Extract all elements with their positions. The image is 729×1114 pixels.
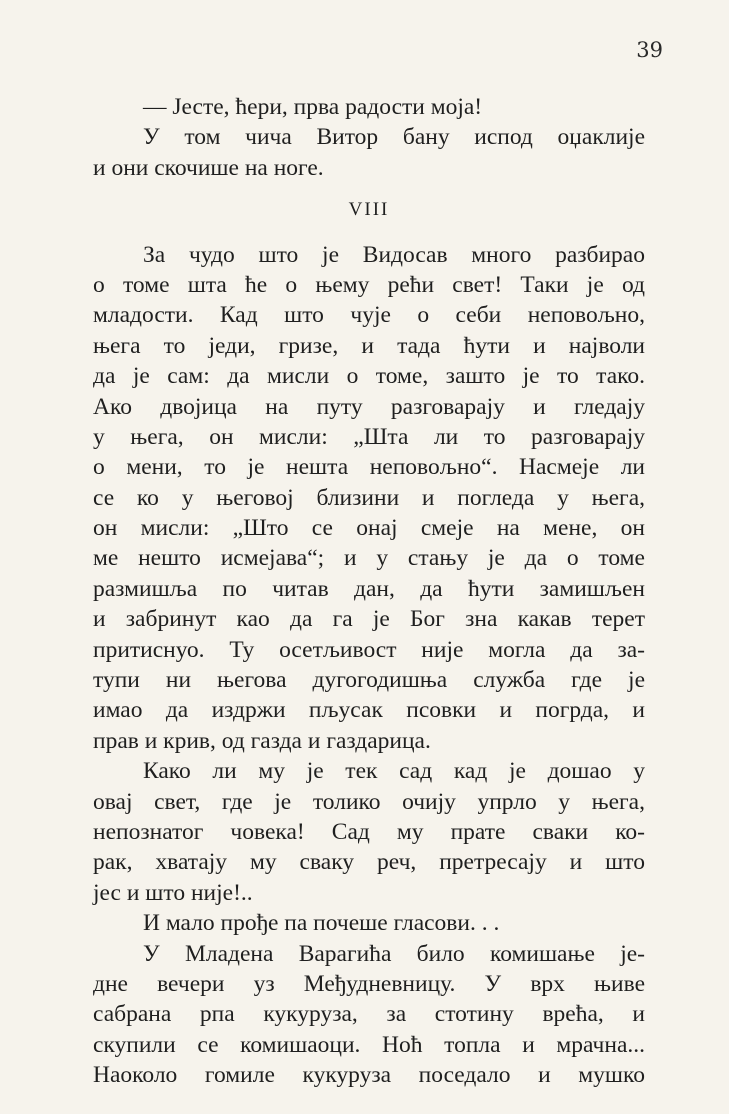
text-line: размишља по читав дан, да ћути замишљен [93, 575, 645, 602]
text-line: рак, хватају му сваку реч, претресају и што [93, 849, 645, 876]
text-line: овај свет, где је толико очију упрло у њега, [93, 788, 645, 815]
text-line: имао да издржи пљусак псовки и погрда, и [93, 697, 645, 724]
text-line: притиснуо. Ту осетљивост није могла да за- [93, 636, 645, 663]
text-line: њега то једи, гризе, и тада ћути и најволи [93, 332, 645, 359]
text-line: тупи ни његова дугогодишња служба где је [93, 667, 645, 694]
text-line: У Младена Варагића било комишање је- [143, 940, 645, 967]
text-line: о томе шта ће о њему рећи свет! Таки је од [93, 271, 645, 298]
text-line: прав и крив, од газда и газдарица. [93, 727, 431, 754]
text-line: Ако двојица на путу разговарају и гледају [93, 393, 645, 420]
text-line: и они скочише на ноге. [93, 154, 324, 181]
text-line: о мени, то је нешта неповољно“. Насмеје ли [93, 454, 645, 481]
page-number: 39 [636, 38, 663, 62]
text-line: ме нешто исмејава“; и у стању је да о томе [93, 545, 645, 572]
page-text [93, 92, 645, 1091]
text-line: Наоколо гомиле кукуруза поседало и мушко [93, 1062, 645, 1089]
text-line: и забринут као да га је Бог зна какав терет [93, 606, 645, 633]
text-line: — Јесте, ћери, прва радости моја! [143, 94, 483, 120]
text-line: скупили се комишаоци. Ноћ топла и мрачна... [93, 1031, 645, 1058]
text-line: непознатог човека! Сад му прате сваки ко- [93, 818, 645, 845]
text-line: јес и што није!.. [93, 879, 253, 906]
text-line: младости. Кад што чује о себи неповољно, [93, 302, 645, 329]
text-line: у њега, он мисли: „Шта ли то разговарају [93, 423, 645, 450]
text-line: он мисли: „Што се онај смеје на мене, он [93, 515, 645, 542]
text-line: И мало прође па почеше гласови. . . [143, 910, 500, 937]
text-line: У том чича Витор бану испод оџаклије [143, 124, 645, 151]
text-line: За чудо што је Видосав много разбирао [143, 241, 645, 268]
text-line: да је сам: да мисли о томе, зашто је то тако. [93, 363, 645, 390]
text-line: дне вечери уз Међудневницу. У врх њиве [93, 970, 645, 997]
text-line: се ко у његовој близини и погледа у њега, [93, 484, 645, 511]
text-line: сабрана рпа кукуруза, за стотину врећа, и [93, 1001, 645, 1028]
chapter-heading: VIII [348, 199, 390, 221]
text-line: Како ли му је тек сад кад је дошао у [143, 758, 645, 785]
